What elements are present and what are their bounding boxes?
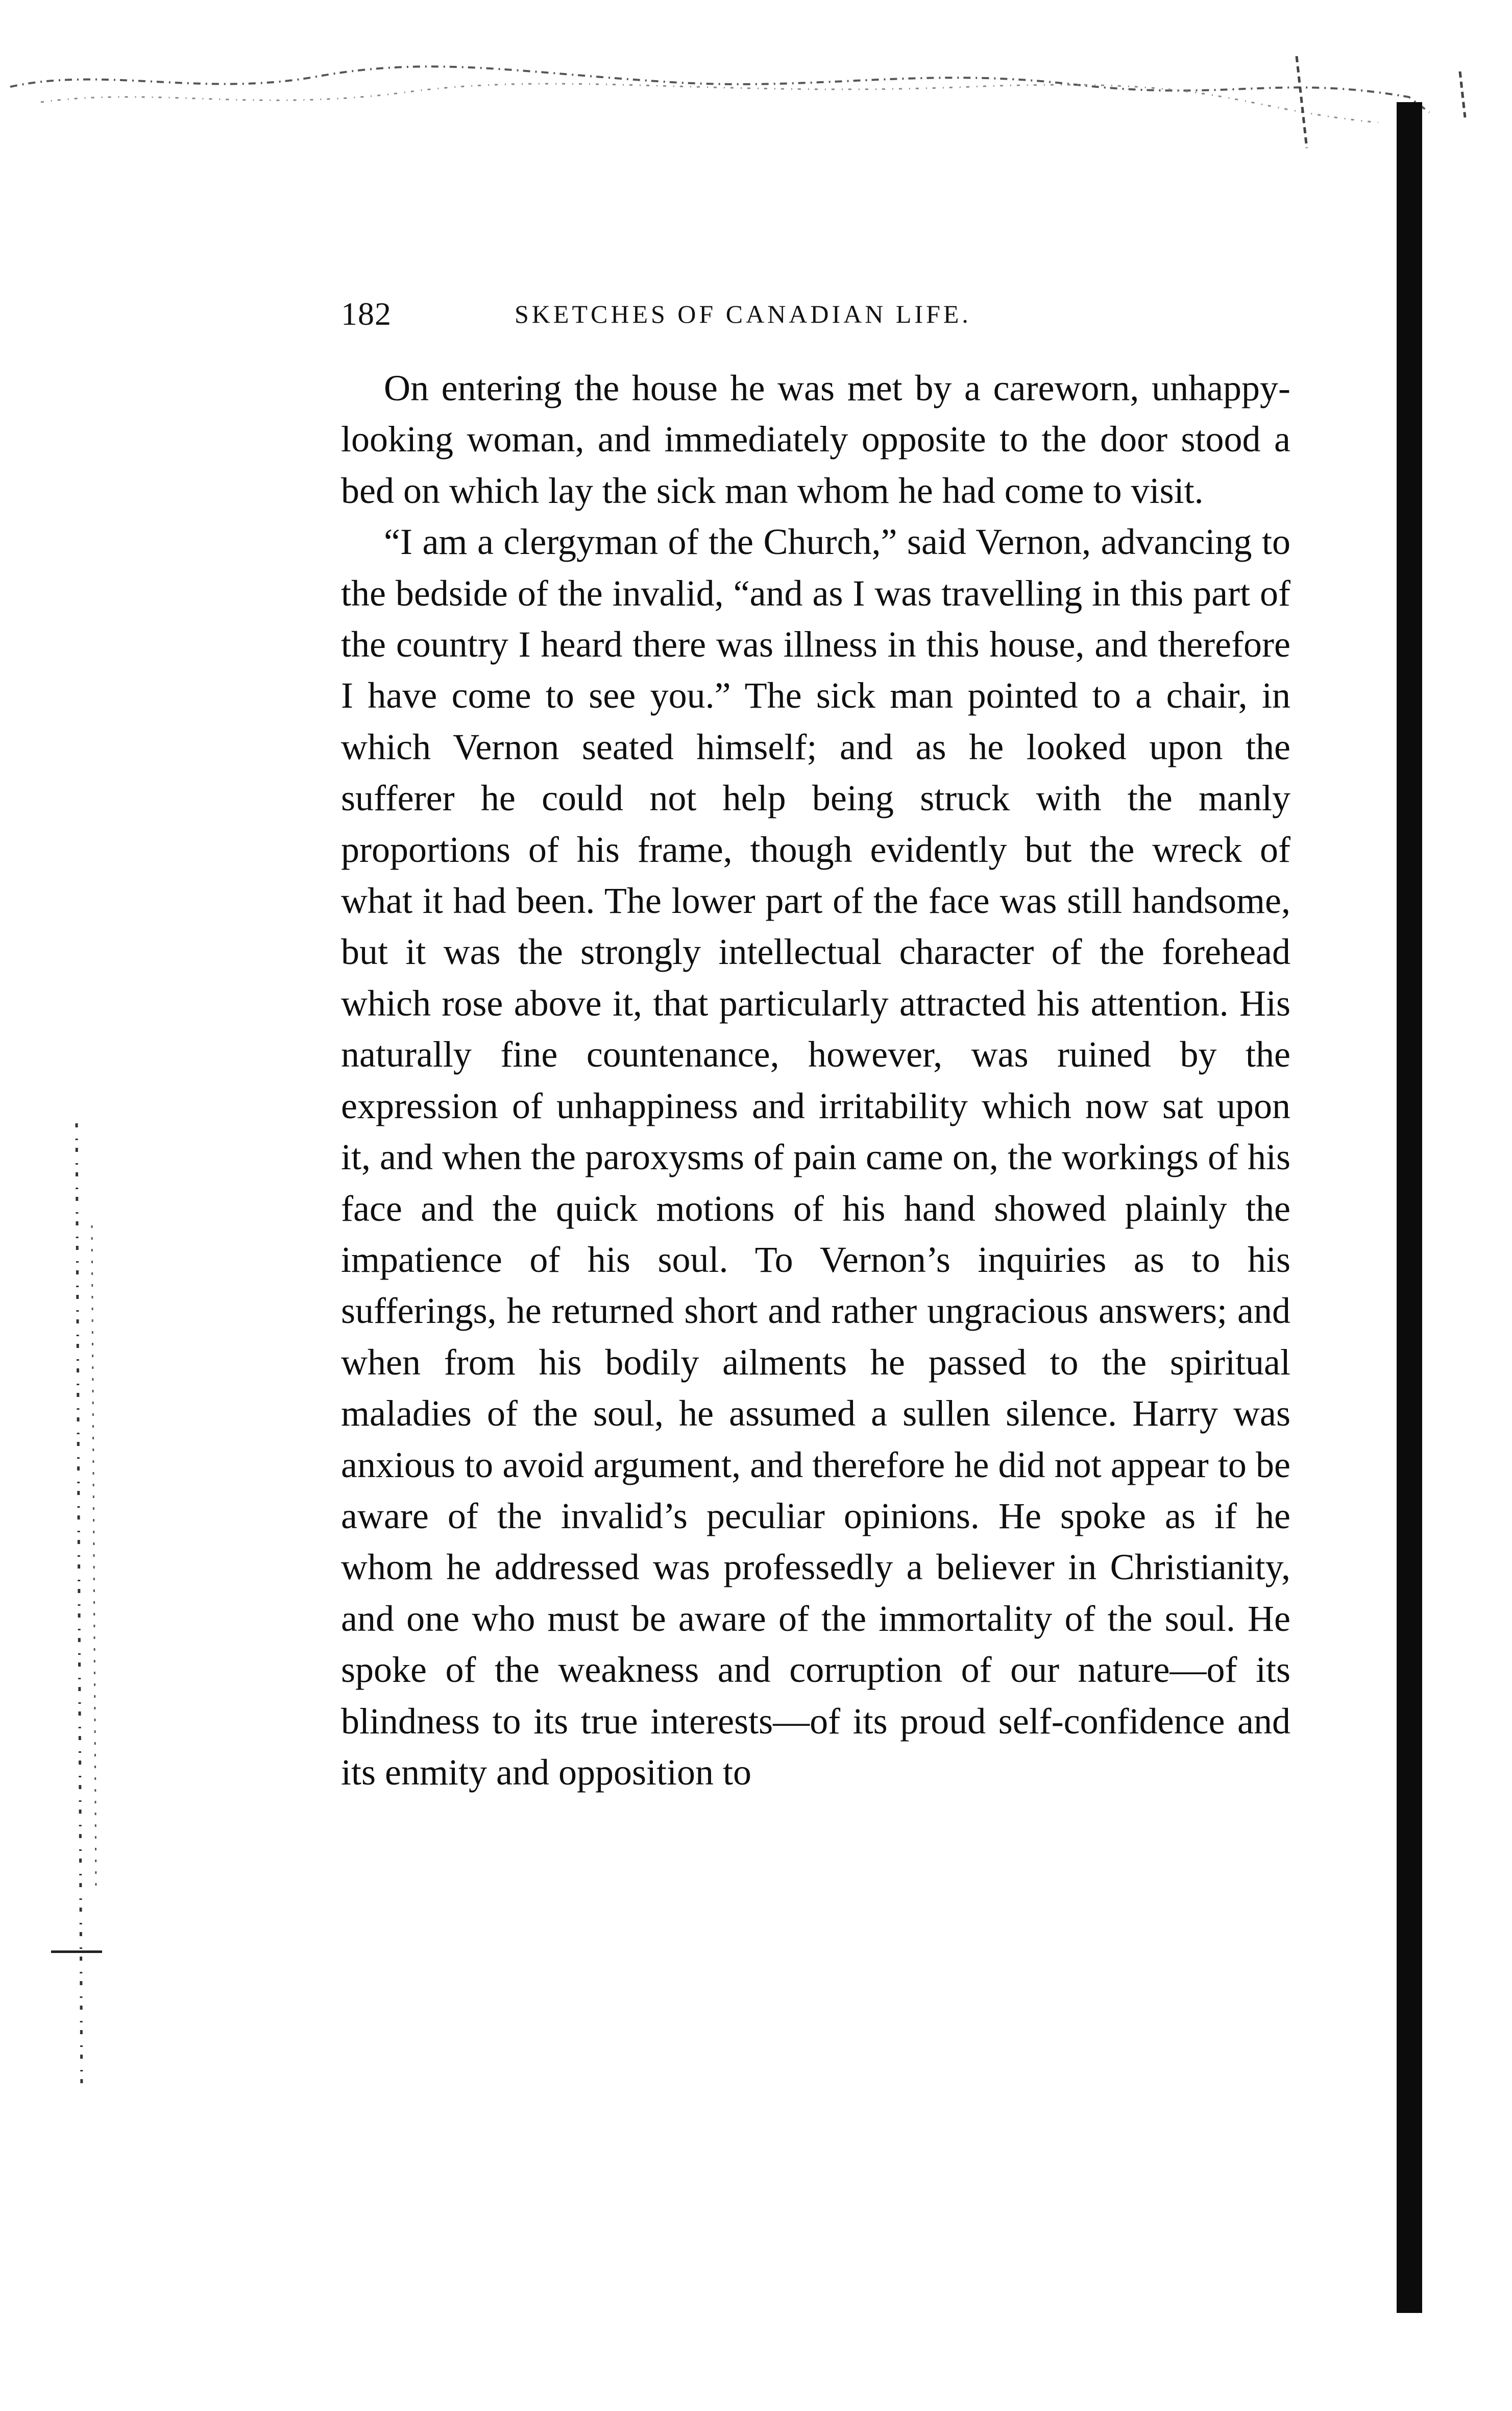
scan-noise-top: [0, 26, 1512, 158]
paragraph: “I am a clergyman of the Church,” said Vernon, advancing to the bedside of the invalid, “and as I was travelling in this part of the country I heard there was illness in this house, and therefore I have come to see you.” The sick man pointed to a chair, in which Vernon seated himself; and as he looked upon the sufferer he could not help being struck with the manly proportions of his frame, though evidently but the wreck of what it had been. The lower part of the face was still handsome, but it was the strongly intellectual character of the forehead which rose above it, that particularly attracted his attention. His naturally fine countenance, however, was ruined by the expression of unhappiness and irritability which now sat upon it, and when the paroxysms of pain came on, the workings of his face and the quick motions of his hand showed plainly the impatience of his soul. To Vernon’s inquiries as to his sufferings, he returned short and rather ungracious answers; and when from his bodily ailments he passed to the spiritual maladies of the soul, he assumed a sullen silence. Harry was anxious to avoid argument, and therefore he did not appear to be aware of the invalid’s peculiar opinions. He spoke as if he whom he addressed was professedly a believer in Christianity, and one who must be aware of the immortality of the soul. He spoke of the weakness and corruption of our nature—of its blindness to its true interests—of its proud self-confidence and its enmity and opposition to: [341, 521, 1290, 1793]
binding-shadow: [1397, 102, 1422, 2313]
gutter-noise: [56, 1123, 112, 2093]
margin-rule: [51, 1950, 102, 1953]
page-header: [341, 286, 1357, 342]
body-text: [341, 363, 1290, 1798]
page-number: 182: [341, 296, 392, 332]
running-head: SKETCHES OF CANADIAN LIFE.: [515, 300, 971, 328]
paragraph: On entering the house he was met by a careworn, unhappy-looking woman, and immediately opposite to the door stood a bed on which lay the sick man whom he had come to visit.: [341, 368, 1290, 511]
